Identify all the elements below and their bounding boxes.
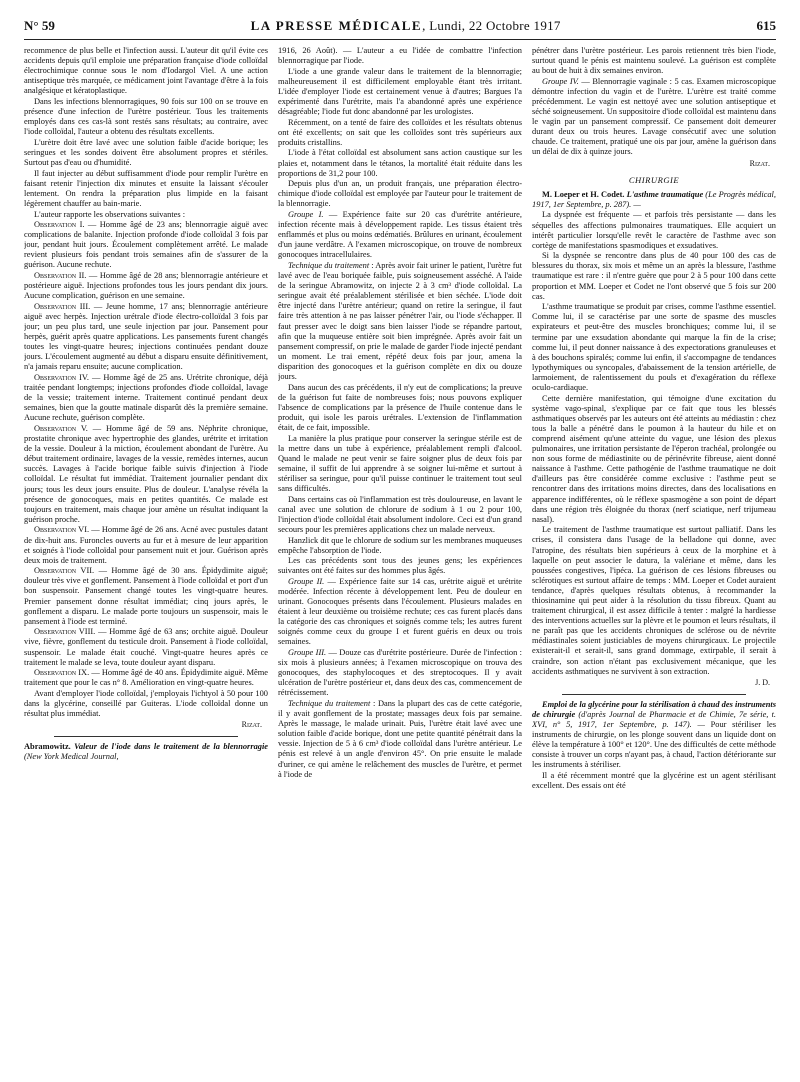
observation-label: Observation IV. [34, 373, 89, 382]
observation [24, 373, 268, 423]
paragraph: recommence de plus belle et l'infection aussi. L'auteur dit qu'il évite ces accidents depuis qu'il emploie une préparation française d'iode colloïdal électrochimique connue sous le nom d'Iodargol Viel. A une action antiseptique très marquée, ce médicament joint l'avantage d'être à la fois analgésique et kératoplastique. [24, 46, 268, 96]
divider [54, 736, 238, 737]
observation [24, 627, 268, 667]
abstract-title: Emploi de la glycérine pour la stérilisation à chaud des instruments de chirurgie [532, 699, 776, 719]
signature: Rizat. [241, 720, 262, 730]
group-label: Groupe II. [288, 576, 325, 586]
section-heading: CHIRURGIE [628, 174, 680, 185]
observation-text: — Homme âgé de 59 ans. Néphrite chronique, prostatite chronique avec hypertrophie des glandes, urétrite et irritation de la vessie. Douleur à la miction, écoulement abondant de l'urètre. Au début traitement ordinaire, lavages de la vessie, remèdes internes, aucun succès. Lavages à l'acide borique faible suivis d'injection à l'iode colloïdal. Le résultat fut immédiat. Traitement journalier pendant dix jours; tous les deux jours ensuite. Plus de douleur. L'analyse révéla la présence de gonocoques, mais en petites quantités. Ce malade est toujours en traitement, mais chaque jour amène un résultat indiquant la guérison proche. [24, 423, 268, 524]
observation-text: — Homme âgé de 30 ans. Épidydimite aiguë; douleur très vive et gonflement. Pansement à l'iode colloïdal et port d'un bon suspensoir. Pansement changé toutes les vingt-quatre heures. Premier pansement donne résultat immédiat; cinq jours après, le gonflement a disparu. Le malade porte toujours un suspensoir, mais le pansement à l'iode est terminé. [24, 566, 268, 626]
group-paragraph [278, 648, 522, 698]
paragraph: Depuis plus d'un an, un produit français, une préparation électro-chimique d'iode colloïdal est employée par l'auteur pour le traitement de la blennorragie. [278, 179, 522, 209]
abstract-heading [24, 742, 268, 762]
running-title [251, 18, 561, 34]
observation-label: Observation I. [34, 220, 85, 230]
paragraph: Le traitement de l'asthme traumatique est surtout palliatif. Dans les crises, il consistera dans l'usage de la belladone qui donne, avec l'atropine, des résultats bien supérieurs à ceux de la morphine et à laquelle on peut associer le datura, la valériane et même, dans les poussées congestives, l'ipéca. La guérison de ces lésions fibreuses ou sclérotiques est surtout affaire de temps : MM. Loeper et Codet auraient tendance, d'après quelques résultats obtenus, à recommander la thiosinamine qui peut aider à la résolution du tissu fibreux. Quant au traitement chirurgical, il est assez difficile à tenter : malgré la hardiesse des interventions actuelles sur la plèvre et le poumon et leurs résultats, il ne paraît pas que les accidents chroniques de sclérose ou de névrite médiastinales soient justiciables de moyens chirurgicaux. Le projectile existerait-il et serait-il, sans grand dommage, extirpable, il serait à craindre, son action n'étant pas exclusivement mécanique, que les accidents asthmatiques ne survivent à son extraction. [532, 525, 776, 676]
technique-label: Technique du traitement [288, 699, 371, 708]
page-number: 615 [756, 18, 776, 33]
page-header [24, 18, 776, 40]
observation [24, 424, 268, 525]
column-right [532, 46, 776, 1076]
observation-text: — Homme âgé de 26 ans. Acné avec pustules datant de dix-huit ans. Furoncles ouverts au fur et à mesure de leur apparition et soignés à l'iode colloïdal pour pansement nuit et jour. Guérison après deux mois de traitement. [24, 525, 268, 565]
observation-text: — Homme âgé de 40 ans. Épidydimite aiguë. Même traitement que pour le cas n° 8. Amélioration en vingt-quatre heures. [24, 668, 268, 688]
abstract-heading [532, 190, 776, 210]
abstract-source: (New York Medical Journal, [24, 752, 119, 762]
abstract-text: Pour stériliser les instruments de chirurgie, on les plonge souvent dans un liquide dont on élève la température à 100° et 120°. Une des difficultés de cette méthode consiste à trouver un corps n'ayant pas, à chaud, l'action détériorante sur les instruments à stériliser. [532, 720, 776, 770]
observation [24, 566, 268, 627]
technique-text: : Dans la plupart des cas de cette catégorie, il y avait gonflement de la prostate; massages deux fois par semaine. Après le massage, le malade urinait. Puis, l'urètre était lavé avec une solution faible d'acide borique, dont une petite quantité pénétrait dans la vessie. Injection de 5 à 6 cm³ d'iode colloïdal dans l'urètre antérieur. Le pénis est relevé à un angle d'environ 45°. On prie ensuite le malade d'uriner, ce qui amène le relâchement des muscles de l'urètre, et permet à l'iode de [278, 699, 522, 779]
technique-paragraph [278, 699, 522, 780]
paragraph: Si la dyspnée se rencontre dans plus de 40 pour 100 des cas de blessures du thorax, six mois et même un an après la blessure, l'asthme traumatique est rare : il n'entre guère que pour 2 à 5 pour 100 dans cette proportion et MM. Loeper et Codet ne l'ont observé que 5 fois sur 200 cas. [532, 251, 776, 301]
abstract-title: Valeur de l'iode dans le traitement de la blennorragie [70, 742, 268, 752]
paragraph: Dans les infections blennorragiques, 90 fois sur 100 on se trouve en présence d'une infection de l'urètre postérieur. Tous les traitements employés dans ces cas-là sont restés sans résultats; au contraire, avec l'iode colloïdal, l'auteur a obtenu des résultats excellents. [24, 96, 268, 137]
observation-label: Observation III. [34, 301, 91, 311]
paragraph: Hanzlick dit que le chlorure de sodium sur les membranes muqueuses empêche l'absorption de l'iode. [278, 535, 522, 555]
column-left [24, 46, 268, 1076]
paragraph: Avant d'employer l'iode colloïdal, j'employais l'ichtyol à 50 pour 100 dans la glycérine, conseillé par Guiteras. L'iode colloïdal donne un résultat plus immédiat. [24, 688, 268, 719]
observation-text: — Homme âgé de 25 ans. Urétrite chronique, déjà traitée pendant longtemps; injections profondes d'iode colloïdal, lavage de la vessie; traitement interne. Traitement continué pendant deux semaines, bien que la goutte matinale disparût dès la première semaine. Aucune rechute, guérison complète. [24, 373, 268, 423]
abstract-author: Abramowitz. [24, 742, 71, 752]
technique-paragraph [278, 261, 522, 382]
observation-text: — Homme âgé de 28 ans; blennorragie antérieure et postérieure aiguë. Injections profondes tous les jours pendant dix jours. Aucune complication, guérison en une semaine. [24, 271, 268, 301]
observation [24, 220, 268, 270]
observation [24, 302, 268, 373]
issue-number: N° 59 [24, 18, 55, 33]
observation-label: Observation II. [34, 271, 87, 281]
paragraph: Cette dernière manifestation, qui témoigne d'une excitation du système vago-spinal, s'explique par ce fait que tous les blessés asthmatiques observés par les auteurs ont été atteints au médiastin : chez tous la balle a pénétré dans le poumon à la hauteur du hile et on comprend aisément qu'une atteinte du vague, une lésion des plexus pulmonaires, une irritation persistante de l'éperon trachéal, prolongée ou non sous forme de médiastinite ou de périnévrite fibreuse, aient donné naissance à l'asthme. Cette pathogénie de l'asthme traumatique ne doit d'ailleurs pas être considérée comme exclusive : l'asthme peut se rencontrer dans des irritations moins directes, dans des localisations en apparence indifférentes, où le réflexe spasmogène a son point de départ dans une région très éloignée du thorax (nerf sciatique, nerf trijumeau nasal). [532, 393, 776, 524]
paragraph: L'iode a une grande valeur dans le traitement de la blennorragie; malheureusement il est difficilement employable étant très irritant. L'idée d'employer l'iode est certainement venue à d'autres; Bargues l'a expérimenté dans l'urétrite, mais l'a abandonné après une expérience désagréable; l'iode fut donc abandonné par les urologistes. [278, 66, 522, 117]
group-paragraph [278, 577, 522, 648]
observation-label: Observation IX. [34, 668, 90, 678]
group-paragraph [532, 77, 776, 158]
paragraph: Il faut injecter au début suffisamment d'iode pour remplir l'urètre en faisant retenir l'injection dix minutes et ensuite la laissant s'écouler lentement. On rendra la préparation plus limpide en la faisant légèrement chauffer au bain-marie. [24, 168, 268, 208]
paragraph: L'urètre doit être lavé avec une solution faible d'acide borique; les seringues et les sondes doivent être absolument propres et stériles. Surtout pas d'eau ou d'humidité. [24, 137, 268, 168]
technique-text: : Après avoir fait uriner le patient, l'urètre fut lavé avec de l'eau boriquée faible, puis soigneusement asséché. A l'aide de la seringue Abramowitz, on injecte 2 à 3 cm³ d'iode colloïdal. La seringue avait été préalablement stérilisée et bien séchée. L'iode doit être injecté dans l'urètre antérieur; quand on retire la seringue, il faut faire très attention à ne pas laisser pénétrer l'air, ou l'iode s'échapper. Il faut presser avec le doigt sans bien laisser l'iode se répandre partout, afin que la muqueuse entière soit bien imprégnée. Après avoir fait un pansement compressif, on prie le malade de garder l'iode injecté pendant un moment. Le trai ement, répété deux fois par jour, amena la disparition des gonocoques et la guérison complète en dix ou douze jours. [278, 260, 522, 381]
paragraph: 1916, 26 Août). — L'auteur a eu l'idée de combattre l'infection blennorragique par l'iode. [278, 46, 522, 66]
abstract-heading [532, 700, 776, 771]
group-label: Groupe IV. [542, 76, 579, 86]
group-paragraph [278, 210, 522, 260]
observation-text: — Jeune homme, 17 ans; blennorragie antérieure aiguë avec herpès. Injection urétrale d'iode électro-colloïdal 3 fois par jour; un peu plus tard, une seule injection par jour. Pansement pour herpès, guérit après quatre applications. Les pansements furent changés toutes les vingt-quatre heures; injections continuées pendant douze jours. L'écoulement augmenté au début a disparu ensuite définitivement, n'a jamais reparu ensuite; aucune complication. [24, 301, 268, 372]
technique-label: Technique du traitement [288, 260, 370, 270]
paragraph: La dyspnée est fréquente — et parfois très persistante — dans les séquelles des affections pulmonaires traumatiques. Elle acquiert un intérêt particulier lorsqu'elle revêt le caractère de l'asthme avec son cortège de manifestations spasmodiques et exsudatives. [532, 210, 776, 250]
abstract-source: (d'après Journal de Pharmacie et de Chimie, 7e série, t. XVI, n° 5, 1917, 1er Septembre, p. 147). — [532, 709, 776, 729]
column-middle [278, 46, 522, 1076]
signature: Rizat. [749, 158, 770, 168]
group-text: — Blennorragie vaginale : 5 cas. Examen microscopique démontre infection du vagin et de l'urètre. L'urètre est traité comme précédemment. Le vagin est nettoyé avec une solution antiseptique et séché soigneusement. Un suppositoire d'iode colloïdal est maintenu dans le vagin par un pansement compressif. Ce pansement doit demeurer durant deux ou trois heures. Lavage consécutif avec une solution chaude. Ce traitement, pratiqué une ois par jour, amène la guérison dans un délai de dix à quinze jours. [532, 76, 776, 157]
abstract-author: M. Loeper et H. Codet. [542, 189, 625, 199]
signature: J. D. [755, 677, 770, 687]
observation-label: Observation VII. [34, 566, 95, 576]
issue-date: , Lundi, 22 Octobre 1917 [422, 18, 561, 33]
paragraph: L'auteur rapporte les observations suivantes : [34, 209, 186, 219]
abstract-source: (Le Progrès médical, 1917, 1er Septembre, p. 287). — [532, 189, 776, 209]
observation-label: Observation VI. [34, 525, 90, 535]
paragraph: L'iode à l'état colloïdal est absolument sans action caustique sur les plaies et, notamment dans le tétanos, la mortalité était réduite dans les proportions de 31,2 pour 100. [278, 148, 522, 178]
paragraph: pénétrer dans l'urètre postérieur. Les parois retiennent très bien l'iode, surtout quand le pénis est maintenu soulevé. La guérison est complète au bout de huit à dix semaines environ. [532, 46, 776, 76]
observation [24, 271, 268, 301]
paragraph: Récemment, on a tenté de faire des colloïdes et les résultats obtenus ont été excellents; on sait que les colloïdes sont très supérieurs aux produits cristallins. [278, 117, 522, 147]
observation-label: Observation V. [34, 423, 88, 433]
group-text: — Douze cas d'urétrite postérieure. Durée de l'infection : six mois à plusieurs années; à l'examen microscopique on trouva des gonocoques, des staphylocoques et des streptocoques. Il y avait ulcération de l'urètre postérieur et, dans deux des cas, commencement de rétrécissement. [278, 648, 522, 698]
observation-label: Observation VIII. [34, 627, 96, 637]
group-label: Groupe III. [288, 648, 327, 658]
group-text: — Expérience faite sur 14 cas, urétrite aiguë et urétrite modérée. Infection récente à développement lent. Peu de douleur en urinant. Gonocoques présents dans l'écoulement. Plusieurs malades en étaient à leur deuxième ou troisième rechute; ces cas furent placés dans la catégorie des cas chroniques et soignés comme tels; les autres furent soignés comme ceux du groupe I et furent guéris en deux ou trois semaines. [278, 576, 522, 647]
paragraph: Les cas précédents sont tous des jeunes gens; les expériences suivantes ont été faites sur des hommes plus âgés. [278, 556, 522, 576]
paragraph: La manière la plus pratique pour conserver la seringue stérile est de la mettre dans un tube à expérience, préalablement rempli d'alcool. Quand le malade ne peut venir se faire soigner plus de deux fois par semaine, il suffit de lui apprendre à se soigner lui-même et surtout à stériliser sa seringue, pour qu'il puisse continuer le traitement tout seul sans difficultés. [278, 433, 522, 494]
journal-name: LA PRESSE MÉDICALE [250, 18, 423, 33]
text-columns [24, 46, 776, 1076]
paragraph: L'asthme traumatique se produit par crises, comme l'asthme essentiel. Comme lui, il se caractérise par une sorte de spasme des muscles expirateurs et peut-être des muscles bronchiques; comme lui, il se termine par une exsudation abondante qui marque la fin de la crise; comme lui, il peut donner naissance à des expectorations granuleuses et à des bouchons spiralés; comme lui enfin, il s'accompagne de tendances lypothymiques ou syncopales, d'abaissement de la tension artérielle, de larmoiement, de ralentissement du pouls et d'exagération du réflexe oculo-cardiaque. [532, 302, 776, 392]
paragraph: Dans certains cas où l'inflammation est très douloureuse, en lavant le canal avec une solution de chlorure de sodium à 1 ou 2 pour 100, l'injection d'iode colloïdal était absolument indolore. Ceci est d'un grand secours pour les premières applications chez un malade nerveux. [278, 494, 522, 534]
abstract-title: L'asthme traumatique [624, 189, 704, 199]
observation [24, 525, 268, 565]
paragraph: Dans aucun des cas précédents, il n'y eut de complications; la preuve de la guérison fut faite de nombreuses fois; nous pouvons expliquer l'absence de complications par la présence de l'huile contenue dans le produit, qui isole les parois urétrales. L'extension de l'inflammation était, de ce fait, impossible. [278, 382, 522, 432]
observation-text: — Homme âgé de 63 ans; orchite aiguë. Douleur vive, fièvre, gonflement du testicule droit. Pansement à l'iode colloïdal, suspensoir. Le malade était couché. Vingt-quatre heures après ce traitement le malade se leva, toute douleur ayant disparu. [24, 627, 268, 667]
observation [24, 668, 268, 688]
paragraph: Il a été récemment montré que la glycérine est un agent stérilisant excellent. Des essais ont été [532, 770, 776, 791]
observation-text: — Homme âgé de 23 ans; blennorragie aiguë avec complications de balanite. Injection profonde d'iode colloïdal 3 fois par jour, pendant huit jours. Écoulement complètement arrêté. Le malade revient plusieurs fois pendant trois semaines afin de s'assurer de la guérison. Aucune rechute. [24, 220, 268, 270]
group-label: Groupe I. [288, 210, 324, 219]
divider [562, 694, 746, 695]
group-text: — Expérience faite sur 20 cas d'urétrite antérieure, infection récente mais à développement rapide. Les tissus étaient très enflammés et plus ou moins œdématiés. Brûlures en urinant, écoulement d'un jaune verdâtre. A l'examen microscopique, on trouve de nombreux gonocoques intracellulaires. [278, 210, 522, 260]
